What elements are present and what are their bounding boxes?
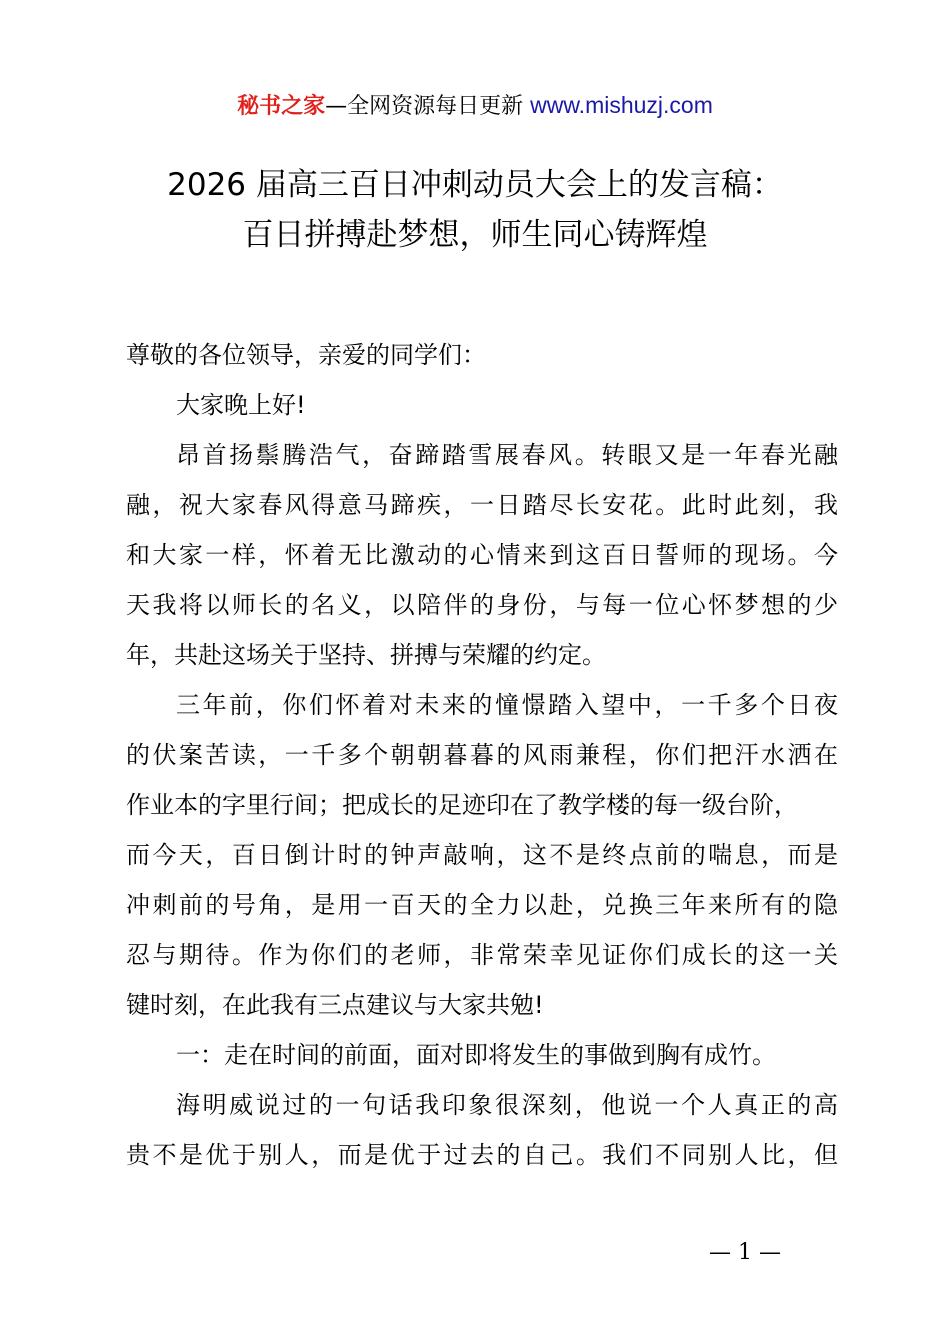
site-tagline: 全网资源每日更新 [347, 94, 531, 119]
paragraph-1-line: 融，祝大家春风得意马蹄疾，一日踏尽长安花。此时此刻，我 [126, 491, 838, 519]
paragraph-1-line: 昂首扬鬃腾浩气，奋蹄踏雪展春风。转眼又是一年春光融 [176, 441, 838, 469]
paragraph-2-line: 忍与期待。作为你们的老师，非常荣幸见证你们成长的这一关 [126, 941, 838, 969]
header-dash: — [325, 94, 348, 119]
paragraph-2-line: 三年前，你们怀着对未来的憧憬踏入望中，一千多个日夜 [176, 691, 838, 719]
document-title [60, 160, 890, 260]
title-line-2: 百日拼搏赴梦想，师生同心铸辉煌 [242, 217, 708, 253]
point-1-heading: 一：走在时间的前面，面对即将发生的事做到胸有成竹。 [176, 1041, 776, 1069]
paragraph-1-line: 和大家一样，怀着无比激动的心情来到这百日誓师的现场。今 [126, 541, 838, 569]
paragraph-2-line: 冲刺前的号角，是用一百天的全力以赴，兑换三年来所有的隐 [126, 891, 838, 919]
paragraph-3-line: 贵不是优于别人，而是优于过去的自己。我们不同别人比，但 [126, 1141, 838, 1169]
paragraph-1-line: 年，共赴这场关于坚持、拼搏与荣耀的约定。 [126, 641, 606, 669]
paragraph-1-line: 天我将以师长的名义，以陪伴的身份，与每一位心怀梦想的少 [126, 591, 838, 619]
title-line-1: 2026 届高三百日冲刺动员大会上的发言稿： [167, 167, 783, 203]
site-brand: 秘书之家 [237, 94, 326, 119]
salutation: 尊敬的各位领导，亲爱的同学们： [126, 341, 486, 369]
greeting: 大家晚上好! [176, 391, 306, 419]
site-header [0, 88, 950, 124]
site-url[interactable]: www.mishuzj.com [530, 92, 713, 118]
paragraph-2-line: 作业本的字里行间；把成长的足迹印在了教学楼的每一级台阶， [126, 791, 798, 819]
page-number: — 1 — [709, 1240, 781, 1265]
paragraph-2-line: 而今天，百日倒计时的钟声敲响，这不是终点前的喘息，而是 [126, 841, 838, 869]
paragraph-2-line: 键时刻，在此我有三点建议与大家共勉! [126, 991, 544, 1019]
paragraph-2-line: 的伏案苦读，一千多个朝朝暮暮的风雨兼程，你们把汗水洒在 [126, 741, 838, 769]
paragraph-3-line: 海明威说过的一句话我印象很深刻，他说一个人真正的高 [176, 1091, 838, 1119]
document-body [126, 330, 838, 1180]
